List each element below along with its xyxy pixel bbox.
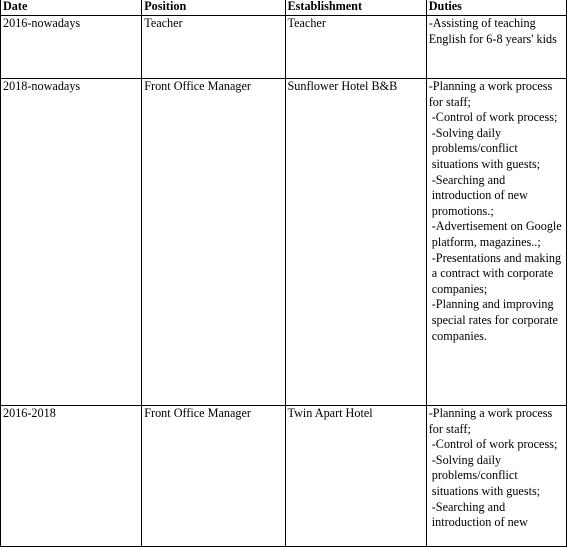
table-header-row xyxy=(1,0,567,16)
cell-date: 2018-nowadays xyxy=(1,79,142,406)
header-date: Date xyxy=(1,0,142,16)
duty-item: -Control of work process; xyxy=(431,110,558,125)
header-duties: Duties xyxy=(426,0,566,16)
duty-item: -Assisting of teaching English for 6-8 years' kids xyxy=(428,16,557,46)
duty-item: -Searching and introduction of new xyxy=(431,499,528,530)
cell-duties xyxy=(426,79,566,406)
cell-position: Teacher xyxy=(142,16,285,79)
cell-duties xyxy=(426,16,566,79)
duty-item: -Presentations and making a contract with corporate companies; xyxy=(431,250,562,296)
duty-item: -Planning and improving special rates for corporate companies. xyxy=(431,297,558,343)
cell-duties xyxy=(426,406,566,547)
cell-establishment: Twin Apart Hotel xyxy=(285,406,426,547)
table-row xyxy=(1,406,567,547)
cell-establishment: Sunflower Hotel B&B xyxy=(285,79,426,406)
duty-item: -Searching and introduction of new promotions.; xyxy=(431,172,528,218)
cell-date: 2016-2018 xyxy=(1,406,142,547)
duty-item: -Control of work process; xyxy=(431,437,558,452)
cell-position: Front Office Manager xyxy=(142,406,285,547)
table-row xyxy=(1,16,567,79)
cell-date: 2016-nowadays xyxy=(1,16,142,79)
duty-item: -Advertisement on Google platform, magazines..; xyxy=(431,219,562,249)
duty-item: -Solving daily problems/conflict situations with guests; xyxy=(431,452,541,498)
table-row xyxy=(1,79,567,406)
header-establishment: Establishment xyxy=(285,0,426,16)
cell-position: Front Office Manager xyxy=(142,79,285,406)
duty-item: -Planning a work process for staff; xyxy=(428,79,553,109)
duty-item: -Planning a work process for staff; xyxy=(428,406,553,436)
cell-establishment: Teacher xyxy=(285,16,426,79)
header-position: Position xyxy=(142,0,285,16)
duty-item: -Solving daily problems/conflict situations with guests; xyxy=(431,125,541,171)
